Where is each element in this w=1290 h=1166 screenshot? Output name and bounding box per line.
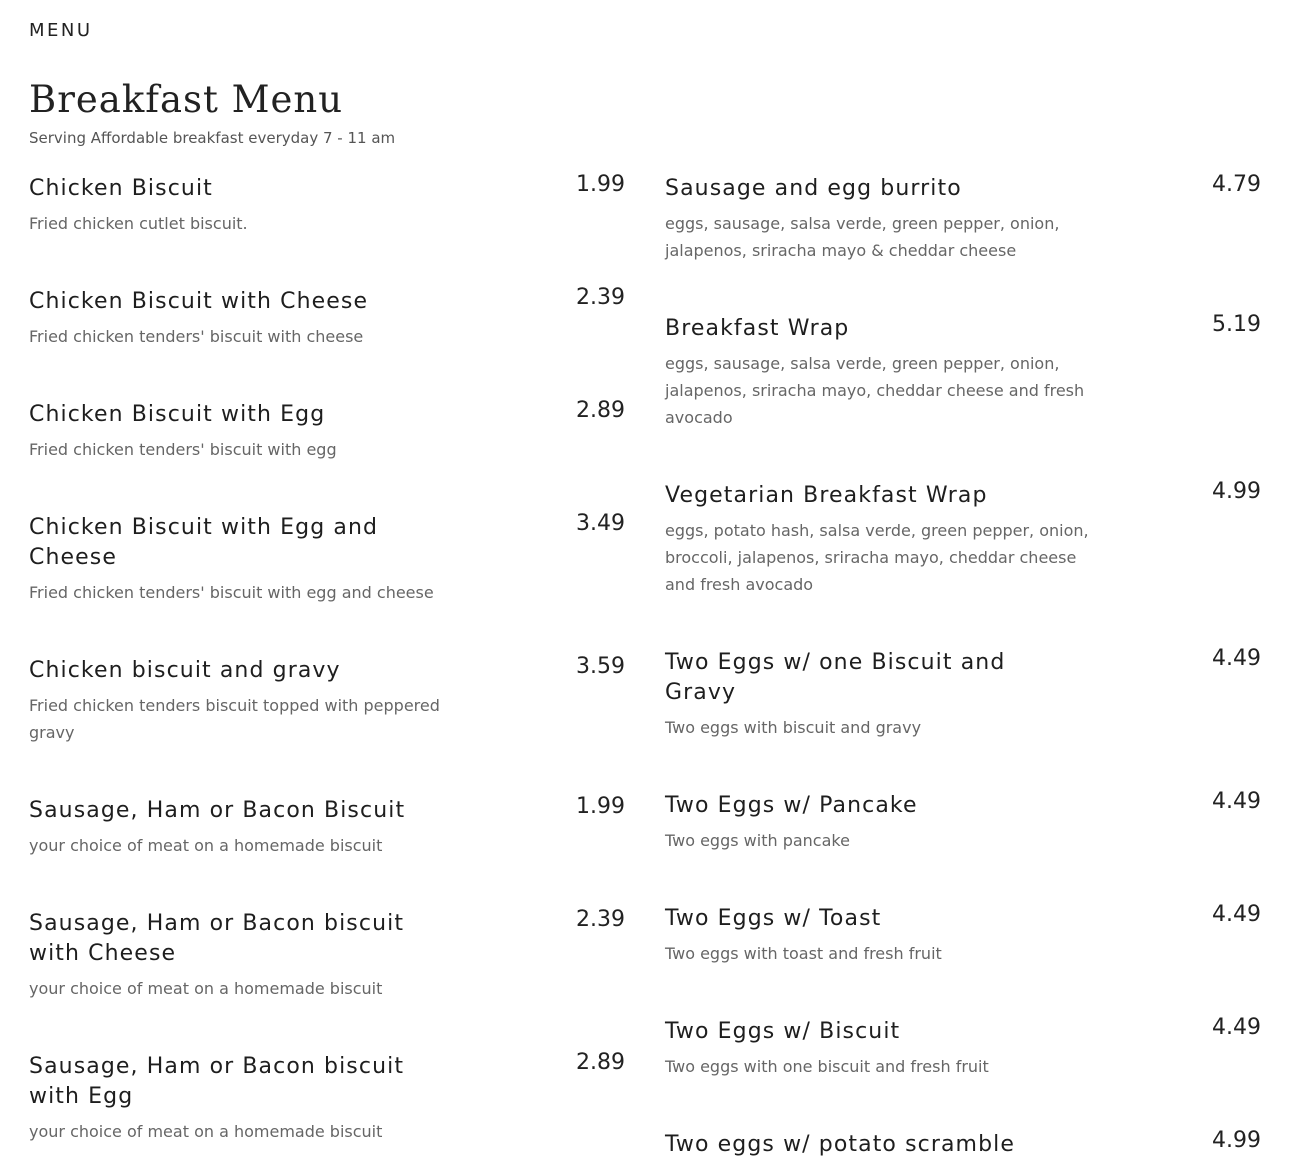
menu-item-name: Chicken biscuit and gravy: [29, 658, 341, 683]
menu-item-price: 4.99: [1212, 1128, 1261, 1153]
menu-item-price: 4.99: [1212, 479, 1261, 504]
page-subtitle: Serving Affordable breakfast everyday 7 - 11 am: [29, 129, 396, 147]
menu-item: [665, 481, 1261, 598]
menu-item-description: your choice of meat on a homemade biscuit: [29, 836, 383, 855]
menu-item-price: 2.39: [576, 907, 625, 932]
menu-item: [665, 1130, 1261, 1166]
menu-item-price: 3.49: [576, 511, 625, 536]
menu-item: [665, 648, 1261, 741]
menu-item-description: Fried chicken tenders' biscuit with cheese: [29, 327, 364, 346]
menu-item-description: eggs, sausage, salsa verde, green pepper, onion, jalapenos, sriracha mayo, cheddar cheese and fresh avocado: [665, 354, 1085, 427]
menu-item-name: Chicken Biscuit: [29, 176, 213, 201]
menu-item-price: 4.79: [1212, 172, 1261, 197]
menu-item: [665, 314, 1261, 431]
menu-item: [29, 174, 625, 237]
menu-item-name: Sausage, Ham or Bacon biscuit with Cheese: [29, 911, 405, 966]
menu-item-price: 4.49: [1212, 1015, 1261, 1040]
menu-item: [665, 904, 1261, 967]
menu-item-price: 2.89: [576, 1050, 625, 1075]
menu-item-price: 1.99: [576, 172, 625, 197]
menu-item-description: your choice of meat on a homemade biscuit: [29, 979, 383, 998]
menu-item: [29, 796, 625, 859]
menu-item: [665, 1017, 1261, 1080]
menu-item-name: Chicken Biscuit with Egg: [29, 402, 326, 427]
menu-item-description: Two eggs with biscuit and gravy: [665, 718, 922, 737]
menu-item-price: 4.49: [1212, 902, 1261, 927]
menu-item-price: 1.99: [576, 794, 625, 819]
menu-item: [29, 287, 625, 350]
page-title: Breakfast Menu: [29, 78, 344, 121]
menu-item: [665, 791, 1261, 854]
menu-item-price: 3.59: [576, 654, 625, 679]
menu-item-price: 5.19: [1212, 312, 1261, 337]
menu-item-price: 4.49: [1212, 646, 1261, 671]
menu-button[interactable]: MENU: [29, 20, 93, 41]
menu-item-name: Sausage, Ham or Bacon biscuit with Egg: [29, 1054, 405, 1109]
menu-item-price: 4.49: [1212, 789, 1261, 814]
menu-item-name: Sausage, Ham or Bacon Biscuit: [29, 798, 406, 823]
menu-item: [29, 513, 625, 606]
menu-item: [665, 174, 1261, 264]
menu-item-name: Sausage and egg burrito: [665, 176, 962, 201]
menu-item-description: Two eggs with one biscuit and fresh fruit: [665, 1057, 989, 1076]
menu-item-name: Chicken Biscuit with Cheese: [29, 289, 369, 314]
menu-item-description: eggs, potato hash, salsa verde, green pepper, onion, broccoli, jalapenos, sriracha mayo, cheddar cheese and fresh avocado: [665, 521, 1089, 594]
menu-item-name: Chicken Biscuit with Egg and Cheese: [29, 515, 379, 570]
menu-item-description: Two eggs with toast and fresh fruit: [665, 944, 942, 963]
menu-item-description: Fried chicken cutlet biscuit.: [29, 214, 248, 233]
menu-item: [29, 656, 625, 746]
menu-item-name: Two Eggs w/ one Biscuit and Gravy: [665, 650, 1006, 705]
menu-item-price: 2.89: [576, 398, 625, 423]
menu-item: [29, 909, 625, 1002]
menu-item-description: Fried chicken tenders biscuit topped with peppered gravy: [29, 696, 440, 742]
menu-item-description: Two eggs with pancake: [665, 831, 850, 850]
menu-item-description: Fried chicken tenders' biscuit with egg: [29, 440, 337, 459]
menu-item-name: Two eggs w/ potato scramble: [665, 1132, 1015, 1157]
menu-item-name: Vegetarian Breakfast Wrap: [665, 483, 988, 508]
menu-item-name: Two Eggs w/ Biscuit: [665, 1019, 901, 1044]
menu-item-price: 2.39: [576, 285, 625, 310]
menu-item-description: Fried chicken tenders' biscuit with egg and cheese: [29, 583, 434, 602]
menu-item-description: eggs, sausage, salsa verde, green pepper, onion, jalapenos, sriracha mayo & cheddar cheese: [665, 214, 1060, 260]
menu-item: [29, 1052, 625, 1145]
menu-item-name: Two Eggs w/ Toast: [665, 906, 882, 931]
menu-item-name: Breakfast Wrap: [665, 316, 850, 341]
menu-item-name: Two Eggs w/ Pancake: [665, 793, 918, 818]
menu-item: [29, 400, 625, 463]
menu-item-description: your choice of meat on a homemade biscuit: [29, 1122, 383, 1141]
